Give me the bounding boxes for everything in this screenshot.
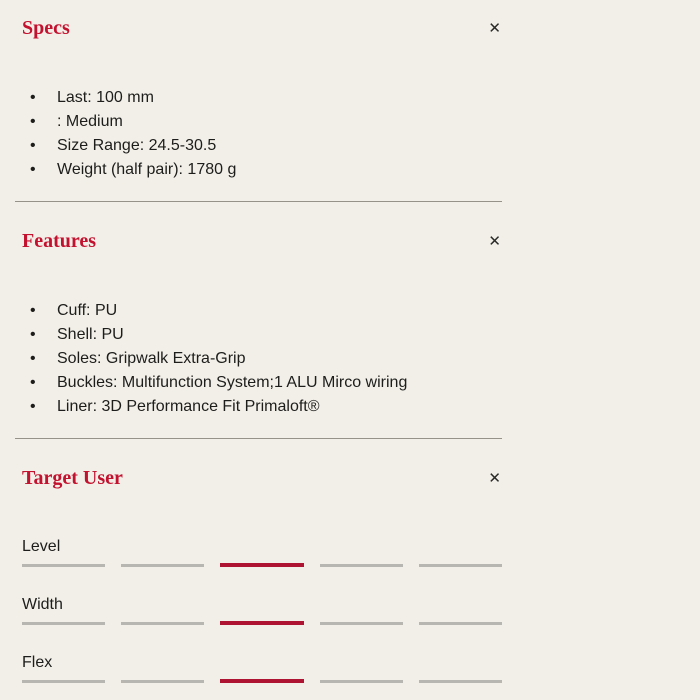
- section-features: [15, 231, 502, 419]
- close-button-target-user[interactable]: [488, 471, 501, 486]
- close-button-specs[interactable]: [488, 21, 501, 36]
- close-icon: ✕: [488, 20, 501, 37]
- rating-bar: [121, 680, 204, 683]
- section-divider: [15, 201, 502, 202]
- rating-bar: [419, 622, 502, 625]
- rating-label-width: Width: [22, 596, 63, 613]
- close-icon: ✕: [488, 470, 501, 487]
- rating-label-flex: Flex: [22, 654, 53, 671]
- rating-bar: [320, 622, 403, 625]
- rating-row-flex: [15, 654, 502, 683]
- rating-bar: [121, 564, 204, 567]
- rating-bar-active: [220, 679, 303, 683]
- rating-bar: [22, 680, 105, 683]
- spec-item: • Size Range: 24.5-30.5: [22, 134, 502, 158]
- section-target-user: [15, 468, 502, 683]
- close-button-features[interactable]: [488, 234, 501, 249]
- rating-row-width: [15, 596, 502, 625]
- rating-bars-level: [22, 563, 502, 567]
- rating-bars-width: [22, 621, 502, 625]
- feature-item: • Liner: 3D Performance Fit Primaloft®: [22, 395, 502, 419]
- specs-list: [15, 86, 502, 182]
- section-specs-header: [15, 18, 502, 38]
- spec-item: • : Medium: [22, 110, 502, 134]
- spec-item: • Last: 100 mm: [22, 86, 502, 110]
- section-divider: [15, 438, 502, 439]
- rating-bar-active: [220, 563, 303, 567]
- feature-item: • Shell: PU: [22, 323, 502, 347]
- rating-bars-flex: [22, 679, 502, 683]
- product-info-panel: [15, 0, 502, 683]
- section-specs: [15, 0, 502, 182]
- spec-item: • Weight (half pair): 1780 g: [22, 158, 502, 182]
- rating-bar-active: [220, 621, 303, 625]
- section-title-specs: Specs: [22, 17, 70, 39]
- rating-bar: [22, 564, 105, 567]
- section-title-target-user: Target User: [22, 467, 123, 489]
- rating-label-level: Level: [22, 538, 61, 555]
- rating-bar: [320, 564, 403, 567]
- rating-bar: [419, 564, 502, 567]
- feature-item: • Buckles: Multifunction System;1 ALU Mirco wiring: [22, 371, 502, 395]
- section-title-features: Features: [22, 230, 97, 252]
- section-target-user-header: [15, 468, 502, 488]
- features-list: [15, 299, 502, 419]
- rating-row-level: [15, 538, 502, 567]
- close-icon: ✕: [488, 233, 501, 250]
- section-features-header: [15, 231, 502, 251]
- rating-bar: [320, 680, 403, 683]
- feature-item: • Cuff: PU: [22, 299, 502, 323]
- rating-bar: [22, 622, 105, 625]
- rating-bar: [121, 622, 204, 625]
- rating-bar: [419, 680, 502, 683]
- feature-item: • Soles: Gripwalk Extra-Grip: [22, 347, 502, 371]
